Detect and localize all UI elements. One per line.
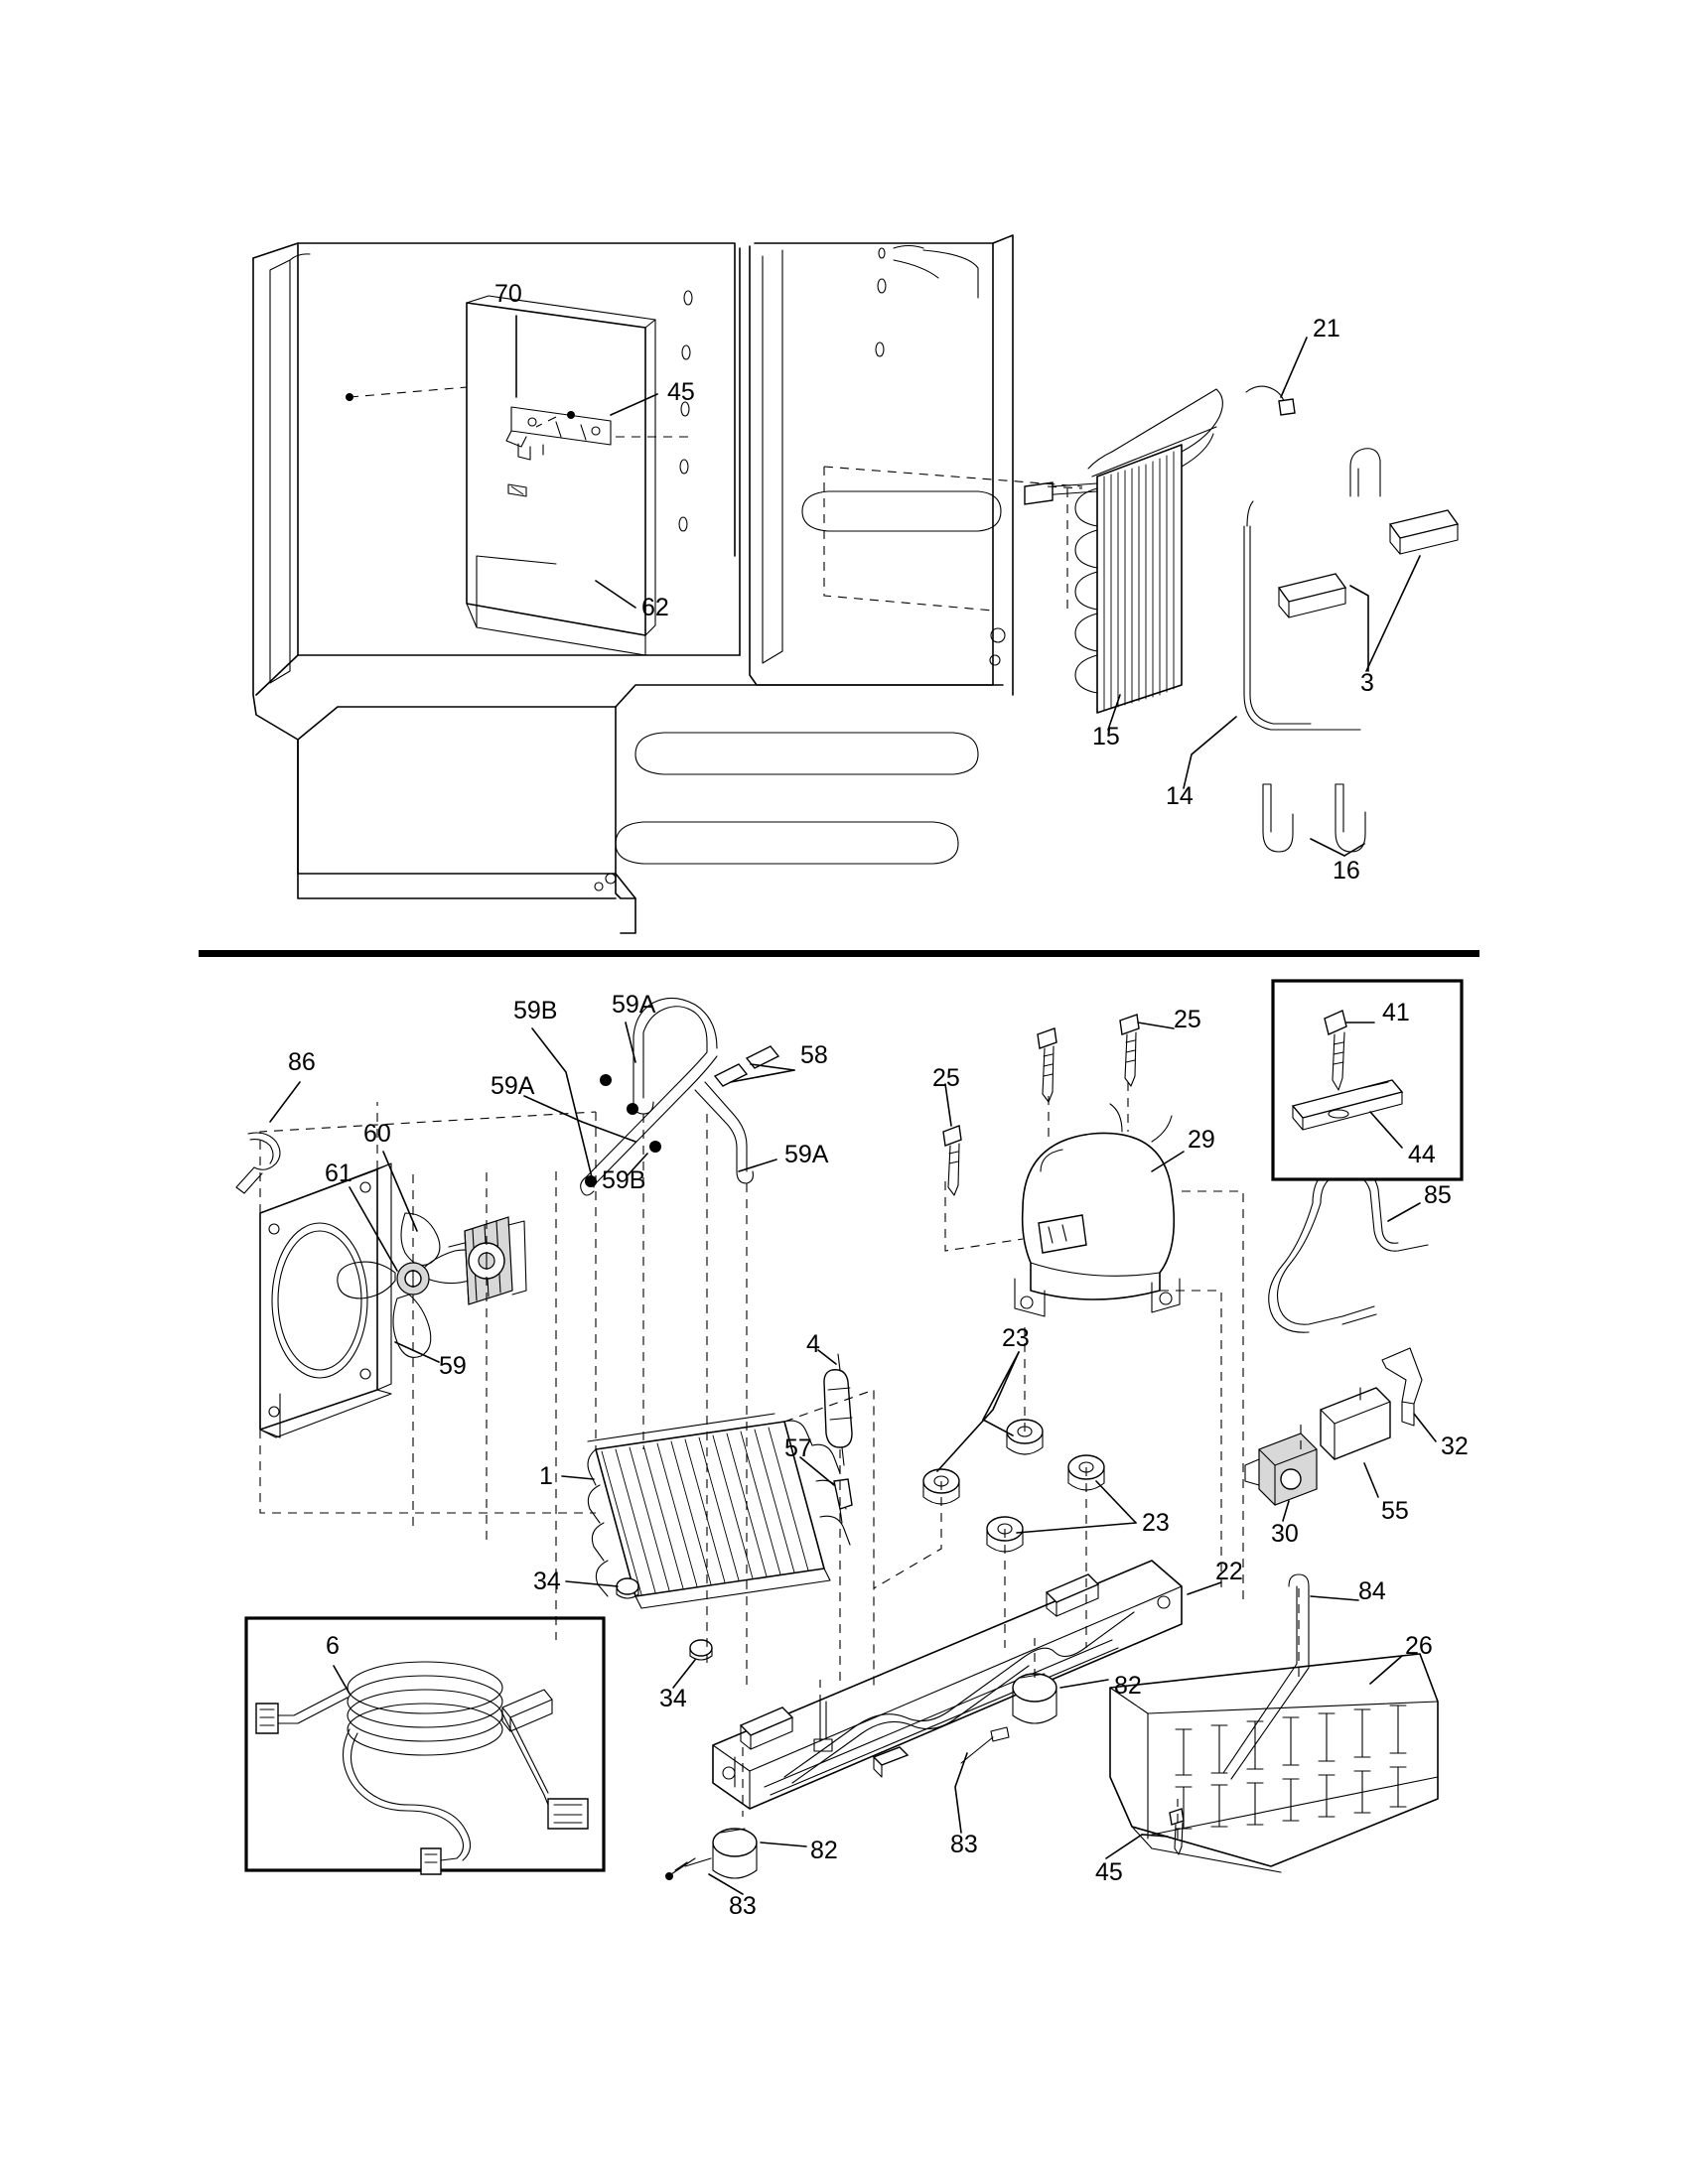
callout-83-left: 83 bbox=[729, 1892, 757, 1920]
caster-82-left bbox=[675, 1829, 757, 1878]
callout-60: 60 bbox=[363, 1120, 391, 1148]
guide-dot bbox=[346, 393, 353, 401]
callout-85: 85 bbox=[1424, 1181, 1452, 1209]
drain-tube-84 bbox=[1223, 1574, 1309, 1779]
callout-82-right: 82 bbox=[1114, 1672, 1142, 1700]
callout-25-left: 25 bbox=[932, 1064, 960, 1092]
base-plate-22 bbox=[713, 1561, 1182, 1809]
callout-62: 62 bbox=[641, 594, 669, 621]
callout-86: 86 bbox=[288, 1048, 316, 1076]
callout-44: 44 bbox=[1408, 1141, 1436, 1168]
relay-30 bbox=[1245, 1433, 1317, 1505]
callout-59a-left: 59A bbox=[491, 1072, 535, 1100]
callout-23-lower: 23 bbox=[1142, 1509, 1170, 1537]
cabinet-outline bbox=[253, 235, 1013, 933]
capillary-tubes-14-16 bbox=[1244, 449, 1380, 852]
callout-6: 6 bbox=[326, 1632, 340, 1660]
callout-23-upper: 23 bbox=[1002, 1324, 1030, 1352]
callout-26: 26 bbox=[1405, 1632, 1433, 1660]
wire-85 bbox=[1269, 1165, 1428, 1332]
drain-pan-26 bbox=[1110, 1654, 1438, 1872]
callout-34-upper: 34 bbox=[533, 1568, 561, 1595]
callout-30: 30 bbox=[1271, 1520, 1299, 1548]
section-divider-rule bbox=[199, 950, 1479, 957]
callout-55: 55 bbox=[1381, 1497, 1409, 1525]
callout-14: 14 bbox=[1166, 782, 1194, 810]
compressor-29 bbox=[1015, 1104, 1180, 1316]
mounting-bracket-45 bbox=[506, 407, 611, 460]
caster-82-right bbox=[1013, 1674, 1056, 1723]
callout-59a-right: 59A bbox=[784, 1141, 829, 1168]
overload-protector-55 bbox=[1321, 1388, 1390, 1459]
callout-16: 16 bbox=[1333, 857, 1360, 885]
callout-45-upper: 45 bbox=[667, 378, 695, 406]
upper-assembly-guides bbox=[350, 387, 1082, 615]
callout-21: 21 bbox=[1313, 315, 1340, 342]
callout-34-lower: 34 bbox=[659, 1685, 687, 1712]
callout-70: 70 bbox=[494, 280, 522, 308]
clip-57 bbox=[834, 1479, 852, 1523]
callout-59b-top: 59B bbox=[513, 997, 558, 1024]
grommets-34 bbox=[617, 1578, 712, 1660]
callout-59a-top: 59A bbox=[612, 991, 656, 1019]
callout-84: 84 bbox=[1358, 1577, 1386, 1605]
fan-blade-61 bbox=[338, 1213, 484, 1357]
callout-57: 57 bbox=[784, 1434, 812, 1462]
callout-3: 3 bbox=[1360, 669, 1374, 697]
callout-32: 32 bbox=[1441, 1433, 1469, 1460]
callout-4: 4 bbox=[806, 1330, 820, 1358]
callout-45-lower: 45 bbox=[1095, 1858, 1123, 1886]
callout-61: 61 bbox=[325, 1160, 352, 1187]
callout-1: 1 bbox=[539, 1462, 553, 1490]
callout-41: 41 bbox=[1382, 999, 1410, 1026]
bracket-21 bbox=[1246, 386, 1295, 415]
callout-83-right: 83 bbox=[950, 1831, 978, 1858]
callout-15: 15 bbox=[1092, 723, 1120, 751]
retainer-clip-86 bbox=[236, 1133, 280, 1193]
callout-58: 58 bbox=[800, 1041, 828, 1069]
callout-59b-bottom: 59B bbox=[602, 1166, 646, 1194]
mount-grommets-23 bbox=[923, 1420, 1104, 1552]
screw-45-lower bbox=[1170, 1809, 1184, 1854]
callout-22: 22 bbox=[1215, 1558, 1243, 1585]
wire-harness-inset-box bbox=[246, 1618, 604, 1874]
guide-dot bbox=[567, 411, 575, 419]
callout-25-right: 25 bbox=[1174, 1006, 1201, 1033]
fan-motor-60 bbox=[449, 1217, 526, 1304]
fan-shroud-59 bbox=[260, 1160, 391, 1437]
callout-82-left: 82 bbox=[810, 1837, 838, 1864]
evaporator-coil-15 bbox=[1025, 389, 1222, 713]
callout-29: 29 bbox=[1188, 1126, 1215, 1154]
callout-59: 59 bbox=[439, 1352, 467, 1380]
